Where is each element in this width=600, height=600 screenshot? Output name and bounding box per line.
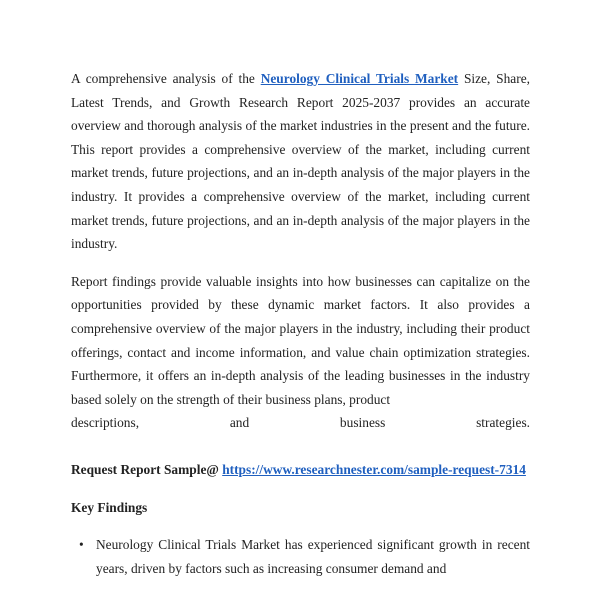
findings-paragraph [71,270,530,435]
market-report-link[interactable]: Neurology Clinical Trials Market [260,71,459,86]
bullet-icon: • [79,537,84,553]
intro-paragraph [71,67,530,256]
list-item [79,533,530,580]
intro-prefix: A comprehensive analysis of the [71,71,261,86]
findings-body: Report findings provide valuable insights into how businesses can capitalize on the opportunities provided by these dynamic market factors. It also provides a comprehensive overview of the major players in the industry, including their product offerings, contact and income information, and value chain optimization strategies. Furthermore, it offers an in-depth analysis of the leading businesses in the industry based solely on the strength of their business plans, product [71,273,530,407]
document-page [71,67,530,580]
request-sample-line [71,458,530,482]
key-findings-heading: Key Findings [71,499,148,515]
intro-suffix: Size, Share, Latest Trends, and Growth Research Report 2025-2037 provides an accurate overview and thorough analysis of the market industries in the present and the future. This report provides a comprehensive overview of the market, including current market trends, future projections, and an in-depth analysis of the major players in the industry. It provides a comprehensive overview of the market, including current market trends, future projections, and an in-depth analysis of the major players in the industry. [71,71,530,252]
request-sample-link[interactable]: https://www.researchnester.com/sample-request-7314 [222,461,526,477]
findings-last-line: descriptions, and business strategies. [71,415,530,431]
bullet-text: Neurology Clinical Trials Market has experienced significant growth in recent years, driven by factors such as increasing consumer demand and [96,537,530,576]
request-sample-label: Request Report Sample@ [71,461,223,477]
key-findings-list [71,533,530,580]
